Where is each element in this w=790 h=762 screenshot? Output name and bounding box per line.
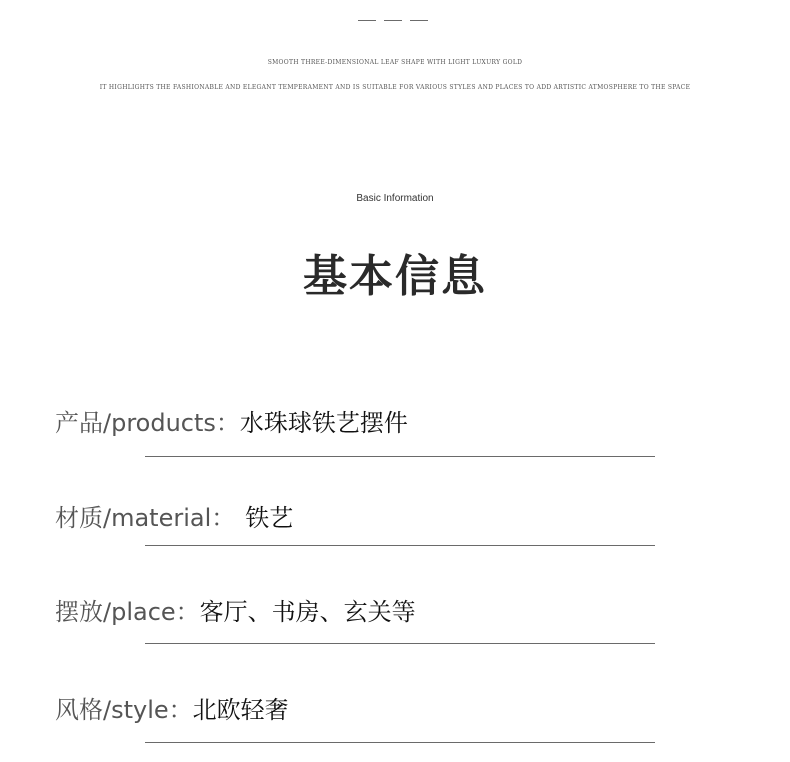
dash [384, 20, 402, 21]
row-divider [145, 643, 655, 644]
dash [410, 20, 428, 21]
info-row-material [55, 503, 293, 533]
tagline-line-1: SMOOTH THREE-DIMENSIONAL LEAF SHAPE WITH LIGHT LUXURY GOLD [267, 59, 523, 66]
info-value: 水珠球铁艺摆件 [239, 409, 408, 437]
info-label: 风格/style： [55, 696, 193, 724]
dash [358, 20, 376, 21]
info-row-place [55, 597, 416, 627]
info-row-style [55, 695, 289, 725]
row-divider [145, 742, 655, 743]
row-divider [145, 456, 655, 457]
section-subtitle: Basic Information [356, 193, 434, 204]
info-value: 铁艺 [245, 504, 294, 532]
info-value: 客厅、书房、玄关等 [199, 598, 416, 626]
info-label: 材质/material： [55, 504, 236, 532]
info-value: 北欧轻奢 [192, 696, 289, 724]
row-divider [145, 545, 655, 546]
section-title: 基本信息 [303, 251, 487, 302]
info-row-products [55, 408, 408, 438]
tagline-line-2: IT HIGHLIGHTS THE FASHIONABLE AND ELEGANT TEMPERAMENT AND IS SUITABLE FOR VARIOUS STYLES AND PLACES TO ADD ARTISTIC ATMOSPHERE TO THE SPACE [99, 84, 691, 91]
decorative-dashes [358, 20, 428, 21]
info-label: 产品/products： [55, 409, 240, 437]
info-label: 摆放/place： [55, 598, 200, 626]
